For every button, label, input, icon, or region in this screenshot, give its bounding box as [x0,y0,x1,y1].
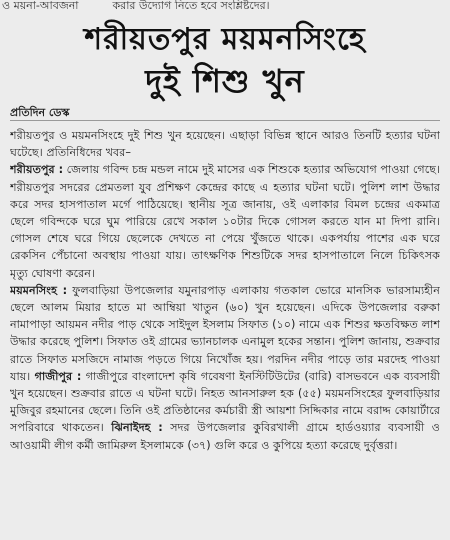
paragraph-mymensingh [10,282,440,454]
paragraph-text: জেলায় গবিন্দ চন্দ্র মন্ডল নামে দুই মাসের এক শিশুকে হত্যার অভিযোগ পাওয়া গেছে। শরীয়তপুর সদরের প্রেমতলা যুব প্রশিক্ষণ কেন্দ্রের কাছে এ হত্যার ঘটনা ঘটে। পুলিশ লাশ উদ্ধার করে সদর হাসপাতাল মর্গে পাঠিয়েছে। স্থানীয় সূত্র জানায়, ওই এলাকার বিমল চন্দ্রের একমাত্র ছেলে গবিন্দকে ঘরে ঘুম পারিয়ে রেখে সকাল ১০টার দিকে গোসল করতে যান মা দিপা রানি। গোসল শেষে ঘরে গিয়ে ছেলেকে দেখতে না পেয়ে খুঁজতে থাকে। একপর্যায় পাশের এক ঘরে রেকসিন পেঁচানো অবস্থায় পাওয়া যায়। তাৎক্ষণিক শিশুটিকে সদর হাসপাতালে নিলে চিকিৎসক মৃত্যু ঘোষণা করেন। [10,163,440,280]
fragment-left: ও ময়না-আবজনা [2,0,79,12]
paragraph-text: গাজীপুরে বাংলাদেশ কৃষি গবেষণা ইনস্টিটিউটের (বারি) বাসভবনে এক ব্যবসায়ী খুন হয়েছেন। শুক্রবার রাতে এ ঘটনা ঘটে। নিহত আনসারুল হক (৫৫) ময়মনসিংহের ফুলবাড়িয়ার মুজিবুর রহমানের ছেলে। তিনি ওই প্রতিষ্ঠানের কর্মচারী স্ত্রী আয়শা সিদ্দিকার নামে বরাদ্দ কোয়ার্টারে সপরিবারে থাকতেন। [10,369,440,435]
article-body [10,127,440,537]
paragraph-shariatpur [10,161,440,281]
headline-line-1: শরীয়তপুর ময়মনসিংহে [84,22,366,57]
paragraph-text: শরীয়তপুর ও ময়মনসিংহে দুই শিশু খুন হয়েছেন। এছাড়া বিভিন্ন স্থানে আরও তিনটি হত্যার ঘটনা ঘটেছে। প্রতিনিধিদের খবর– [10,129,440,160]
headline-line-2: দুই শিশু খুন [145,62,305,100]
headline [0,20,450,102]
dateline-jhenaidah: ঝিনাইদহ : [111,421,163,435]
byline: প্রতিদিন ডেস্ক [10,106,70,119]
dateline-shariatpur: শরীয়তপুর : [10,163,64,177]
byline-divider [10,120,440,121]
previous-article-fragment [0,0,450,18]
dateline-gazipur: গাজীপুর : [34,369,82,383]
dateline-mymensingh: ময়মনসিংহ : [10,283,68,297]
paragraph-text: সদর উপজেলার কুবিরখালী গ্রামে হার্ডওয়্যার ব্যবসায়ী ও আওয়ামী লীগ কর্মী জামিরুল ইসলামকে (৩৭) গুলি করে ও কুপিয়ে হত্যা করেছে দুর্বৃত্তরা। [10,421,440,452]
paragraph-text: ফুলবাড়িয়া উপজেলার যমুনারপাড় এলাকায় গতকাল ভোরে মানসিক ভারসাম্যহীন ছেলে আলম মিয়ার হাতে মা আম্বিয়া খাতুন (৬০) খুন হয়েছেন। এদিকে উপজেলার বরুকা নামাপাড়া আয়মন নদীর পাড় থেকে সাইদুল ইসলাম সিফাত (১০) নামে এক শিশুর ক্ষতবিক্ষত লাশ উদ্ধার করেছে পুলিশ। সিফাত ওই গ্রামের ভ্যানচালক এনামুল হকের সন্তান। পুলিশ জানায়, শুক্রবার রাতে সিফাত মসজিদে নামাজ পড়তে গিয়ে নিখোঁজ হয়। পরদিন নদীর পাড়ে তার মরদেহ পাওয়া যায়। [10,283,440,383]
fragment-right: করার উদ্যোগ নিতে হবে সংশ্লিষ্টদের। [112,0,270,12]
paragraph-intro [10,127,440,161]
